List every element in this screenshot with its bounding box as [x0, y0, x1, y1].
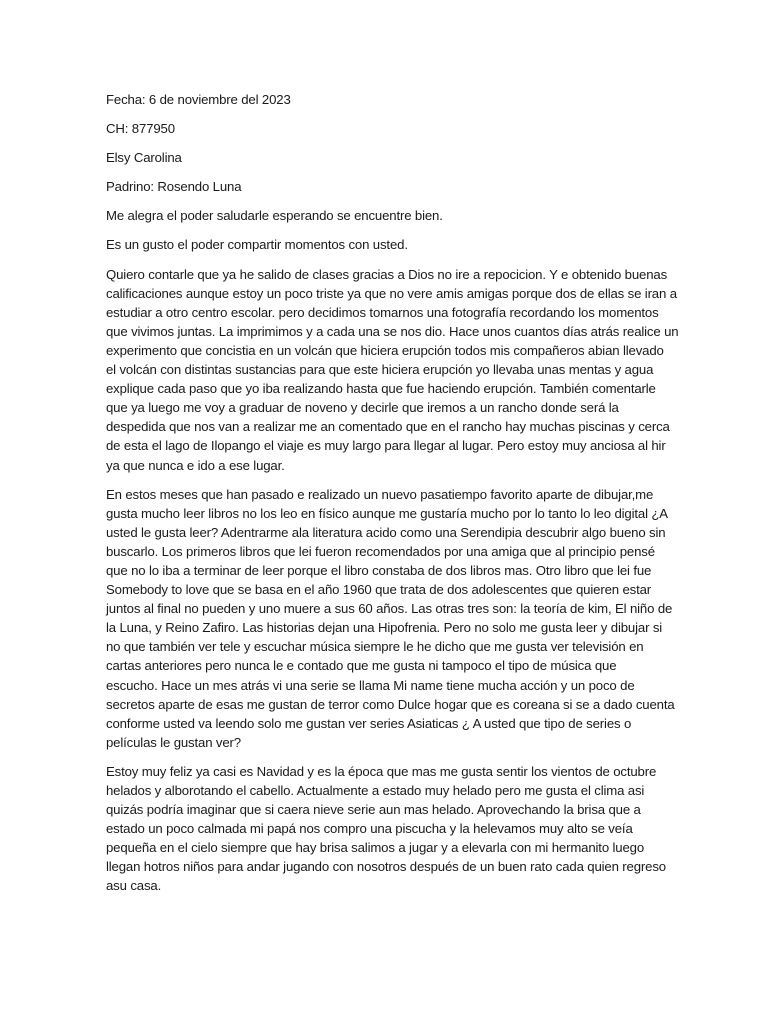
letter-document	[106, 90, 679, 906]
text-line: juntos al final no pueden y uno muere a sus 60 años. Las otras tres son: la teoría de kim, El niño de	[106, 601, 673, 617]
greeting-line-1: Me alegra el poder saludarle esperando se encuentre bien.	[106, 208, 443, 224]
text-line: que vivimos juntas. La imprimimos y a cada una se nos dio. Hace unos cuantos días atrás realice un	[106, 323, 679, 339]
text-line: conforme usted va leendo solo me gustan ver series Asiaticas ¿ A usted que tipo de series o	[106, 715, 632, 731]
text-line: explique cada paso que yo iba realizando hasta que fue haciendo erupción. También comentarle	[106, 381, 656, 397]
text-line: secretos aparte de esas me gustan de terror como Dulce hogar que es coreana si se a dado cuenta	[106, 696, 675, 712]
text-line: películas le gustan ver?	[106, 734, 241, 750]
child-code-line: CH: 877950	[106, 121, 175, 137]
sponsor-line: Padrino: Rosendo Luna	[106, 179, 242, 195]
text-line: escucho. Hace un mes atrás vi una serie se llama Mi name tiene mucha acción y un poco de	[106, 677, 635, 693]
text-line: En estos meses que han pasado e realizado un nuevo pasatiempo favorito aparte de dibujar,me	[106, 486, 654, 502]
text-line: buscarlo. Los primeros libros que lei fueron recomendados por una amiga que al principio pensé	[106, 543, 655, 559]
text-line: estudiar a otro centro escolar. pero decidimos tomarnos una fotografía recordando los momentos	[106, 304, 659, 320]
text-line: llegan hotros niños para andar jugando con nosotros después de un buen rato cada quien regreso	[106, 859, 666, 875]
date-line: Fecha: 6 de noviembre del 2023	[106, 92, 291, 107]
text-line: quizás podría imaginar que si caera nieve serie aun mas helado. Aprovechando la brisa que a	[106, 802, 641, 818]
text-line: Estoy muy feliz ya casi es Navidad y es la época que mas me gusta sentir los vientos de octubre	[106, 763, 657, 779]
text-line: calificaciones aunque estoy un poco triste ya que no vere amis amigas porque dos de ellas se iran a	[106, 285, 677, 301]
text-line: el volcán con distintas sustancias para que este hiciera erupción yo llevaba unas mentas y agua	[106, 362, 654, 378]
text-line: estado un poco calmada mi papá nos compro una piscucha y la helevamos muy alto se veía	[106, 821, 633, 837]
text-line: asu casa.	[106, 878, 162, 894]
text-line: helados y alborotando el cabello. Actualmente a estado muy helado pero me gusta el clima asi	[106, 783, 645, 798]
paragraph-school	[106, 265, 679, 475]
text-line: ya que nunca e ido a ese lugar.	[106, 457, 285, 473]
text-line: despedida que nos van a realizar me an comentado que en el rancho hay muchas piscinas y cerca	[106, 419, 670, 435]
text-line: que ya luego me voy a graduar de noveno y decirle que iremos a un rancho donde será la	[106, 400, 619, 416]
text-line: la Luna, y Reino Zafiro. Las historias dejan una Hipofrenia. Pero no solo me gusta leer y dibujar si	[106, 620, 663, 636]
text-line: Somebody to love que se basa en el año 1960 que trata de dos adolescentes que quieren estar	[106, 582, 652, 598]
child-name-line: Elsy Carolina	[106, 150, 182, 166]
text-line: experimento que concistia en un volcán que hiciera erupción todos mis compañeros abian llevado	[106, 342, 664, 358]
text-line: no que también ver tele y escuchar música siempre le he dicho que me gusta ver televisión en	[106, 639, 644, 655]
paragraph-reading	[106, 485, 675, 752]
paragraph-christmas	[106, 762, 666, 896]
text-line: Quiero contarle que ya he salido de clases gracias a Dios no ire a repocicion. Y e obtenido buenas	[106, 266, 668, 282]
text-line: usted le gusta leer? Adentrarme ala literatura acido como una Serendipia descubrir algo bueno sin	[106, 524, 666, 540]
text-line: gusta mucho leer libros no los leo en físico aunque me gustaría mucho por lo tanto lo leo digital ¿A	[106, 505, 668, 521]
text-line: pequeña en el cielo siempre que hay brisa salimos a jugar y a elevarla con mi hermanito luego	[106, 840, 645, 856]
greeting-line-2: Es un gusto el poder compartir momentos con usted.	[106, 237, 408, 253]
text-line: que no lo iba a terminar de leer porque el libro constaba de dos libros mas. Otro libro que lei fue	[106, 562, 652, 578]
text-line: de esta el lago de Ilopango el viaje es muy largo para llegar al lugar. Pero estoy muy anciosa al hir	[106, 438, 666, 454]
text-line: cartas anteriores pero nunca le e contado que me gusta ni tampoco el tipo de música que	[106, 658, 617, 674]
